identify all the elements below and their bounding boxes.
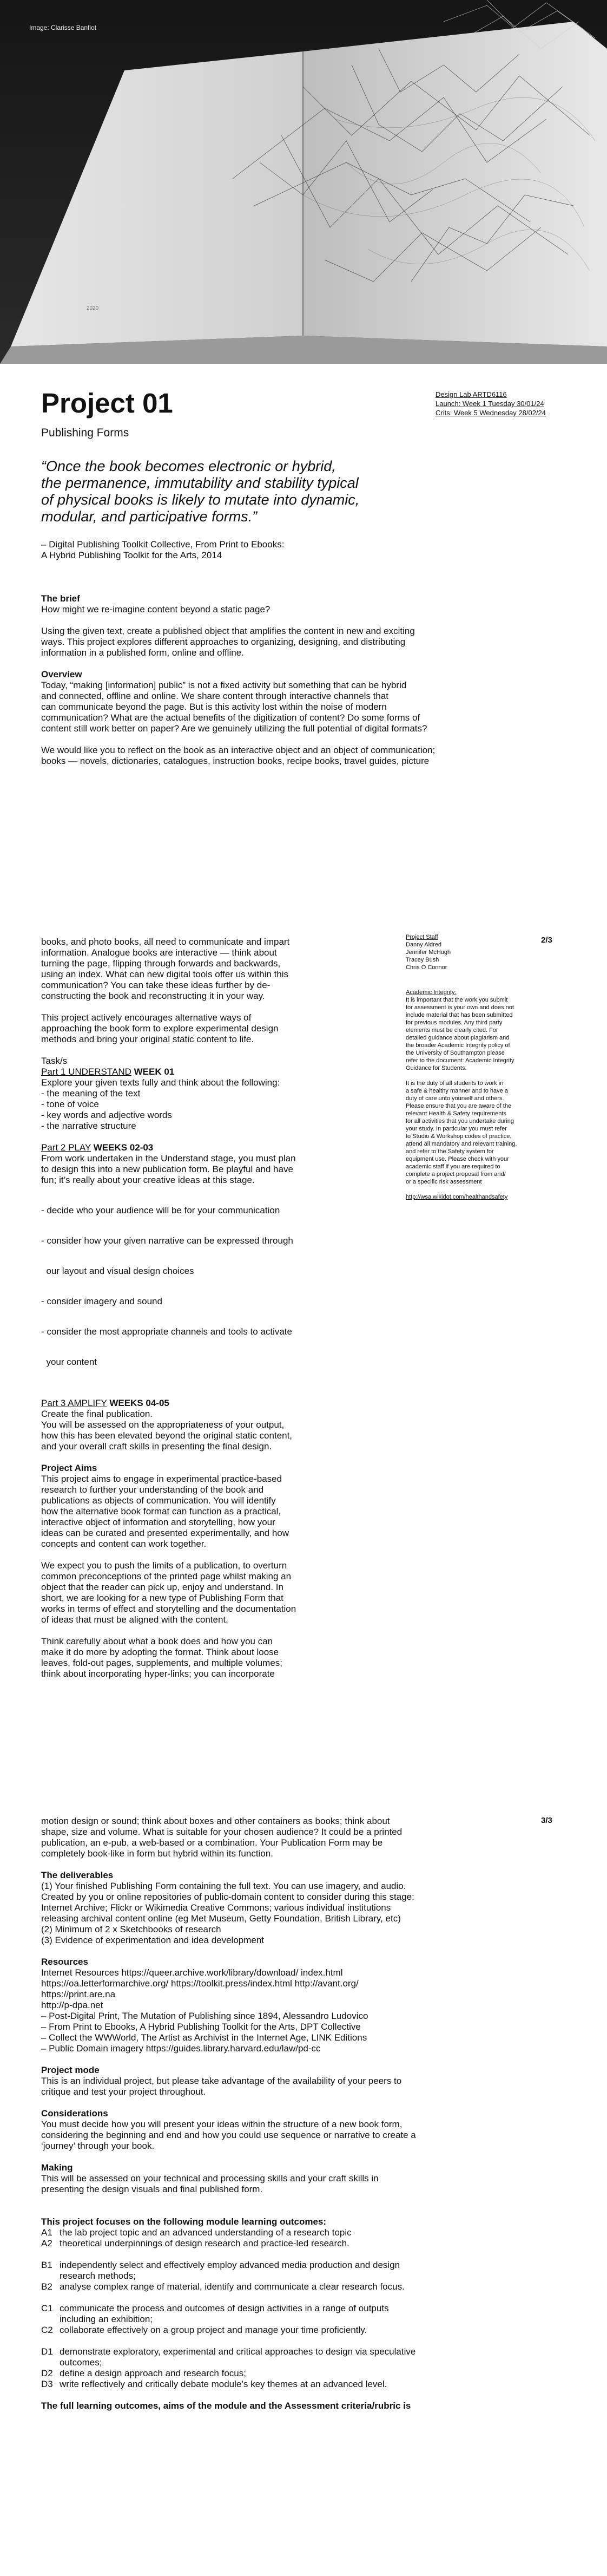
deliverables-heading: The deliverables bbox=[41, 1870, 114, 1880]
integrity-line: for previous modules. Any third party bbox=[406, 1019, 503, 1026]
list-item: - consider how your given narrative can be expressed through bbox=[41, 1235, 293, 1246]
page-1 bbox=[0, 364, 607, 905]
intro-line: turning the page, flipping through forwards and backwards, bbox=[41, 958, 281, 969]
overview-line: communication? What are the actual benefits of the digitization of content? Do some forms of bbox=[41, 712, 420, 723]
outcome-line: independently select and effectively employ advanced media production and design bbox=[60, 2260, 400, 2270]
outcome-text bbox=[60, 2346, 415, 2368]
part3-line: how this has been elevated beyond the original static content, bbox=[41, 1430, 293, 1441]
closing-text: The full learning outcomes, aims of the module and the Assessment criteria/rubric is bbox=[41, 2401, 411, 2411]
aims-line: concepts and content can work together. bbox=[41, 1539, 207, 1549]
staff-name: Tracey Bush bbox=[406, 957, 439, 963]
outcome-code: D2 bbox=[41, 2368, 53, 2378]
part2-week: WEEKS 02-03 bbox=[93, 1142, 154, 1153]
aims-line: ideas can be curated and presented experimentally, and how bbox=[41, 1528, 289, 1538]
part2-title: Part 2 PLAY bbox=[41, 1142, 91, 1153]
considerations-line: considering the beginning and end and how you could use sequence or narrative to create a bbox=[41, 2130, 416, 2140]
mode-line: critique and test your project throughout. bbox=[41, 2087, 206, 2097]
part1-title: Part 1 UNDERSTAND bbox=[41, 1067, 131, 1077]
image-credit: Image: Clarisse Banfiot bbox=[29, 24, 97, 31]
integrity-line: include material that has been submitted bbox=[406, 1012, 513, 1018]
brief-line: information in a published form, online and offline. bbox=[41, 648, 244, 658]
expect-line: object that the reader can pick up, enjoy and understand. In bbox=[41, 1582, 283, 1592]
quote-line: the permanence, immutability and stability typical bbox=[41, 475, 359, 491]
part3-week: WEEKS 04-05 bbox=[109, 1398, 169, 1408]
resource-line: – Collect the WWWorld, The Artist as Archivist in the Internet Age, LINK Editions bbox=[41, 2032, 367, 2043]
integrity-text bbox=[406, 996, 525, 1072]
brief-section bbox=[41, 593, 577, 777]
quote-attribution bbox=[41, 539, 284, 561]
page-3 bbox=[0, 1808, 607, 2576]
list-item: - consider the most appropriate channels and tools to activate bbox=[41, 1326, 292, 1337]
integrity-line: the broader Academic Integrity policy of bbox=[406, 1042, 510, 1049]
integrity-line: refer to the document: Academic Integrity bbox=[406, 1057, 514, 1064]
aims-line: research to further your understanding of the book and bbox=[41, 1485, 264, 1495]
reflect-line: books — novels, dictionaries, catalogues, instruction books, recipe books, travel guides, picture bbox=[41, 756, 430, 766]
intro-line: information. Analogue books are interactive — think about bbox=[41, 947, 277, 958]
outcome-code: D1 bbox=[41, 2346, 53, 2357]
making-heading: Making bbox=[41, 2162, 73, 2173]
expect-text bbox=[41, 1560, 387, 1625]
outcome-line: analyse complex range of material, identify and communicate a clear research focus. bbox=[60, 2281, 405, 2292]
launch-date: Launch: Week 1 Tuesday 30/01/24 bbox=[436, 400, 544, 408]
safety-text bbox=[406, 1080, 525, 1186]
brief-text bbox=[41, 626, 577, 658]
safety-line: equipment use. Please check with your bbox=[406, 1156, 509, 1162]
think-line: think about incorporating hyper-links; you can incorporate bbox=[41, 1669, 275, 1679]
staff-name: Jennifer McHugh bbox=[406, 949, 451, 956]
deliverables-line: Created by you or online repositories of public-domain content to consider during this stage: bbox=[41, 1892, 414, 1902]
resource-line[interactable]: https://oa.letterformarchive.org/ https://toolkit.press/index.html http://avant.org/ bbox=[41, 1978, 359, 1989]
aims-text bbox=[41, 1474, 387, 1549]
page-number: 3/3 bbox=[541, 1816, 552, 1825]
deliverables-line: (1) Your finished Publishing Form containing the full text. You can use imagery, and audio. bbox=[41, 1881, 406, 1891]
think-line: Think carefully about what a book does and how you can bbox=[41, 1636, 273, 1646]
deliverables-line: (2) Minimum of 2 x Sketchbooks of research bbox=[41, 1924, 221, 1934]
part3-line: and your overall craft skills in presenting the final design. bbox=[41, 1441, 272, 1452]
part2-list bbox=[41, 1186, 387, 1387]
part3-line: You will be assessed on the appropriateness of your output, bbox=[41, 1420, 285, 1430]
outcome-row bbox=[41, 2379, 533, 2390]
main-column bbox=[41, 937, 387, 1690]
deliverables-text bbox=[41, 1881, 533, 1946]
part3-text bbox=[41, 1409, 387, 1452]
mode-text bbox=[41, 2076, 533, 2097]
outcome-text bbox=[60, 2238, 349, 2249]
approach-line: methods and bring your original static content to life. bbox=[41, 1034, 254, 1044]
integrity-line: the University of Southampton please bbox=[406, 1050, 505, 1056]
list-item: - tone of voice bbox=[41, 1099, 99, 1109]
integrity-line: elements must be clearly cited. For bbox=[406, 1027, 498, 1034]
integrity-line: for assessment is your own and does not bbox=[406, 1004, 514, 1011]
list-item: - the meaning of the text bbox=[41, 1088, 141, 1099]
integrity-line: detailed guidance about plagiarism and bbox=[406, 1035, 510, 1041]
overview-line: Today, “making [information] public” is not a fixed activity but something that can be hybrid bbox=[41, 680, 407, 690]
outcome-code: B2 bbox=[41, 2281, 52, 2292]
part3-line: Create the final publication. bbox=[41, 1409, 153, 1419]
overview-line: content still work better on paper? Are we genuinely utilizing the full potential of digital formats? bbox=[41, 723, 427, 734]
list-item: your content bbox=[41, 1357, 97, 1367]
outcome-row bbox=[41, 2238, 533, 2249]
brief-heading: The brief bbox=[41, 593, 80, 604]
approach-line: This project actively encourages alternative ways of bbox=[41, 1012, 252, 1023]
part3-heading bbox=[41, 1398, 387, 1409]
part1-intro: Explore your given texts fully and think about the following: bbox=[41, 1077, 280, 1088]
safety-line: complete a project proposal from and/ bbox=[406, 1171, 506, 1178]
resource-line: – From Print to Ebooks, A Hybrid Publishing Toolkit for the Arts, DPT Collective bbox=[41, 2022, 361, 2032]
attribution-line: A Hybrid Publishing Toolkit for the Arts, 2014 bbox=[41, 550, 222, 560]
reflect-line: We would like you to reflect on the book as an interactive object and an object of communication; bbox=[41, 745, 436, 755]
intro-line: constructing the book and reconstructing it in your way. bbox=[41, 991, 265, 1001]
outcome-row bbox=[41, 2346, 533, 2368]
outcome-code: B1 bbox=[41, 2260, 52, 2270]
safety-line: It is the duty of all students to work in bbox=[406, 1080, 504, 1087]
intro-line: completely book-like in form but hybrid within its function. bbox=[41, 1848, 273, 1859]
making-line: presenting the design visuals and final published form. bbox=[41, 2184, 263, 2194]
crits-date: Crits: Week 5 Wednesday 28/02/24 bbox=[436, 409, 546, 417]
outcome-text bbox=[60, 2281, 405, 2292]
outcome-code: D3 bbox=[41, 2379, 53, 2389]
page-number: 2/3 bbox=[541, 936, 552, 945]
project-subtitle: Publishing Forms bbox=[41, 427, 129, 439]
list-item: our layout and visual design choices bbox=[41, 1266, 194, 1276]
integrity-line: Guidance for Students. bbox=[406, 1065, 467, 1071]
outcome-line: write reflectively and critically debate module’s key themes at an advanced level. bbox=[60, 2379, 387, 2389]
main-column bbox=[41, 1816, 533, 2411]
project-title: Project 01 bbox=[41, 388, 173, 419]
safety-line: relevant Health & Safety requirements bbox=[406, 1110, 506, 1117]
outcome-line: demonstrate exploratory, experimental and critical approaches to design via speculative bbox=[60, 2346, 416, 2357]
considerations-text bbox=[41, 2119, 533, 2152]
approach-text bbox=[41, 1012, 387, 1045]
safety-line: and refer to the Safety system for bbox=[406, 1148, 494, 1155]
aims-heading: Project Aims bbox=[41, 1463, 97, 1473]
think-text bbox=[41, 1636, 387, 1679]
mode-line: This is an individual project, but please take advantage of the availability of your peers to bbox=[41, 2076, 402, 2086]
outcome-row bbox=[41, 2227, 533, 2238]
outcome-code: A2 bbox=[41, 2238, 52, 2248]
list-item: - key words and adjective words bbox=[41, 1110, 172, 1120]
hero-book-photo bbox=[0, 0, 607, 364]
module-code: Design Lab ARTD6116 bbox=[436, 390, 507, 398]
quote-line: of physical books is likely to mutate into dynamic, bbox=[41, 492, 360, 508]
outcome-group bbox=[41, 2346, 533, 2390]
overview-line: can communicate beyond the page. But is this activity lost within the noise of modern bbox=[41, 702, 387, 712]
part2-line: to design this into a new publication form. Be playful and have bbox=[41, 1164, 293, 1174]
resources-text bbox=[41, 1967, 533, 2054]
outcome-line: outcomes; bbox=[60, 2357, 102, 2368]
outcomes-list bbox=[41, 2227, 533, 2390]
intro-line: using an index. What can new digital tools offer us within this bbox=[41, 969, 289, 979]
part2-heading bbox=[41, 1142, 387, 1153]
considerations-line: You must decide how you will present your ideas within the structure of a new book form, bbox=[41, 2119, 403, 2129]
safety-line: academic staff if you are required to bbox=[406, 1163, 500, 1170]
intro-line: motion design or sound; think about boxes and other containers as books; think about bbox=[41, 1816, 390, 1826]
mode-heading: Project mode bbox=[41, 2065, 100, 2075]
meta-block bbox=[436, 390, 546, 417]
outcome-row bbox=[41, 2325, 533, 2336]
intro-text bbox=[41, 937, 387, 1002]
resource-line[interactable]: – Public Domain imagery https://guides.library.harvard.edu/law/pd-cc bbox=[41, 2043, 321, 2054]
expect-line: works in terms of effect and storytelling and the documentation bbox=[41, 1604, 296, 1614]
outcome-line: define a design approach and research focus; bbox=[60, 2368, 246, 2378]
safety-line: or a specific risk assessment bbox=[406, 1179, 482, 1185]
intro-line: publication, an e-pub, a web-based or a combination. Your Publication Form may be bbox=[41, 1838, 383, 1848]
safety-line: duty of care unto yourself and others. bbox=[406, 1095, 504, 1102]
book-label: 2020 bbox=[87, 305, 99, 311]
outcome-text bbox=[60, 2260, 400, 2281]
attribution-line: – Digital Publishing Toolkit Collective, From Print to Ebooks: bbox=[41, 539, 285, 550]
outcome-row bbox=[41, 2368, 533, 2379]
staff-name: Chris O Connor bbox=[406, 964, 447, 971]
hero-image bbox=[0, 0, 607, 364]
deliverables-line: releasing archival content online (eg Met Museum, Getty Foundation, British Library, etc) bbox=[41, 1913, 401, 1924]
resources-heading: Resources bbox=[41, 1957, 88, 1967]
deliverables-line: (3) Evidence of experimentation and idea development bbox=[41, 1935, 265, 1945]
resource-line[interactable]: http://p-dpa.net bbox=[41, 2000, 103, 2010]
part1-heading bbox=[41, 1067, 387, 1077]
part1-list bbox=[41, 1088, 387, 1132]
staff-heading: Project Staff bbox=[406, 934, 438, 940]
outcome-group bbox=[41, 2303, 533, 2336]
outcome-code: C1 bbox=[41, 2303, 53, 2313]
overview-line: and connected, offline and online. We share content through interactive channels that bbox=[41, 691, 389, 701]
part2-line: From work undertaken in the Understand stage, you must plan bbox=[41, 1153, 296, 1163]
safety-line: Please ensure that you are aware of the bbox=[406, 1103, 512, 1109]
outcome-text bbox=[60, 2379, 387, 2390]
part1-week: WEEK 01 bbox=[134, 1067, 175, 1077]
aims-line: publications as objects of communication. You will identify bbox=[41, 1495, 276, 1506]
resource-line[interactable]: https://print.are.na bbox=[41, 1989, 116, 1999]
aims-line: This project aims to engage in experimental practice-based bbox=[41, 1474, 282, 1484]
list-item: - the narrative structure bbox=[41, 1121, 136, 1131]
list-item: - decide who your audience will be for your communication bbox=[41, 1205, 280, 1215]
side-column bbox=[406, 933, 525, 1201]
safety-line: attend all mandatory and relevant training, bbox=[406, 1141, 517, 1147]
part2-line: fun; it’s really about your creative ideas at this stage. bbox=[41, 1175, 255, 1185]
pull-quote bbox=[41, 458, 359, 525]
outcome-code: A1 bbox=[41, 2227, 52, 2238]
outcome-row bbox=[41, 2281, 533, 2292]
brief-line: Using the given text, create a published object that amplifies the content in new and exciting bbox=[41, 626, 415, 636]
approach-line: approaching the book form to explore experimental design bbox=[41, 1023, 279, 1034]
outcome-line: collaborate effectively on a group project and manage your time proficiently. bbox=[60, 2325, 367, 2335]
outcome-text bbox=[60, 2368, 246, 2379]
brief-question: How might we re-imagine content beyond a static page? bbox=[41, 604, 270, 614]
outcome-row bbox=[41, 2260, 533, 2281]
safety-line: a safe & healthy manner and to have a bbox=[406, 1088, 508, 1094]
think-line: leaves, fold-out pages, supplements, and multiple volumes; bbox=[41, 1658, 283, 1668]
safety-line: to Studio & Workshop codes of practice, bbox=[406, 1133, 512, 1140]
part2-intro bbox=[41, 1153, 387, 1186]
tasks-label: Task/s bbox=[41, 1056, 68, 1066]
outcome-line: theoretical underpinnings of design research and practice-led research. bbox=[60, 2238, 349, 2248]
list-item: - consider imagery and sound bbox=[41, 1296, 162, 1306]
resource-line: – Post-Digital Print, The Mutation of Publishing since 1894, Alessandro Ludovico bbox=[41, 2011, 368, 2021]
outcome-text bbox=[60, 2227, 352, 2238]
making-line: This will be assessed on your technical and processing skills and your craft skills in bbox=[41, 2173, 379, 2183]
brief-line: ways. This project explores different approaches to organizing, designing, and distributing bbox=[41, 637, 406, 647]
intro-text bbox=[41, 1816, 533, 1859]
integrity-heading: Academic Integrity: bbox=[406, 989, 457, 996]
overview-heading: Overview bbox=[41, 669, 82, 679]
overview-text bbox=[41, 680, 577, 734]
staff-name: Danny Aldred bbox=[406, 942, 442, 948]
outcome-line: including an exhibition; bbox=[60, 2314, 153, 2324]
expect-line: common preconceptions of the printed page whilst making an bbox=[41, 1571, 292, 1581]
quote-line: modular, and participative forms.” bbox=[41, 508, 258, 525]
integrity-line: It is important that the work you submit bbox=[406, 997, 508, 1003]
outcome-group bbox=[41, 2227, 533, 2249]
part3-title: Part 3 AMPLIFY bbox=[41, 1398, 107, 1408]
outcome-line: the lab project topic and an advanced understanding of a research topic bbox=[60, 2227, 352, 2238]
resource-line[interactable]: Internet Resources https://queer.archive.work/library/download/ index.html bbox=[41, 1967, 343, 1978]
safety-line: your study. In particular you must refer bbox=[406, 1126, 507, 1132]
considerations-heading: Considerations bbox=[41, 2108, 108, 2119]
expect-line: of ideas that must be aligned with the content. bbox=[41, 1614, 228, 1625]
considerations-line: ‘journey’ through your book. bbox=[41, 2141, 155, 2151]
making-text bbox=[41, 2173, 533, 2195]
reflect-text bbox=[41, 745, 577, 767]
outcomes-heading: This project focuses on the following module learning outcomes: bbox=[41, 2217, 327, 2227]
expect-line: We expect you to push the limits of a publication, to overturn bbox=[41, 1560, 287, 1571]
outcome-code: C2 bbox=[41, 2325, 53, 2335]
safety-line: for all activities that you undertake during bbox=[406, 1118, 514, 1124]
intro-line: communication? You can take these ideas further by de- bbox=[41, 980, 270, 990]
outcome-group bbox=[41, 2260, 533, 2292]
think-line: make it do more by adopting the format. Think about loose bbox=[41, 1647, 279, 1657]
outcome-line: research methods; bbox=[60, 2271, 136, 2281]
page-2 bbox=[0, 929, 607, 1784]
deliverables-line: Internet Archive; Flickr or Wikimedia Creative Commons; various individual institutions bbox=[41, 1902, 391, 1913]
outcome-text bbox=[60, 2325, 367, 2336]
aims-line: how the alternative book format can function as a practical, bbox=[41, 1506, 281, 1516]
outcome-line: communicate the process and outcomes of design activities in a range of outputs bbox=[60, 2303, 389, 2313]
intro-line: books, and photo books, all need to communicate and impart bbox=[41, 937, 290, 947]
intro-line: shape, size and volume. What is suitable for your chosen audience? It could be a printed bbox=[41, 1827, 403, 1837]
expect-line: short, we are looking for a new type of Publishing Form that bbox=[41, 1593, 283, 1603]
outcome-row bbox=[41, 2303, 533, 2325]
aims-line: interactive object of information and storytelling, how your bbox=[41, 1517, 275, 1527]
outcome-text bbox=[60, 2303, 389, 2325]
safety-link[interactable]: http://wsa.wikidot.com/healthandsafety bbox=[406, 1194, 508, 1200]
quote-line: “Once the book becomes electronic or hybrid, bbox=[41, 458, 336, 474]
